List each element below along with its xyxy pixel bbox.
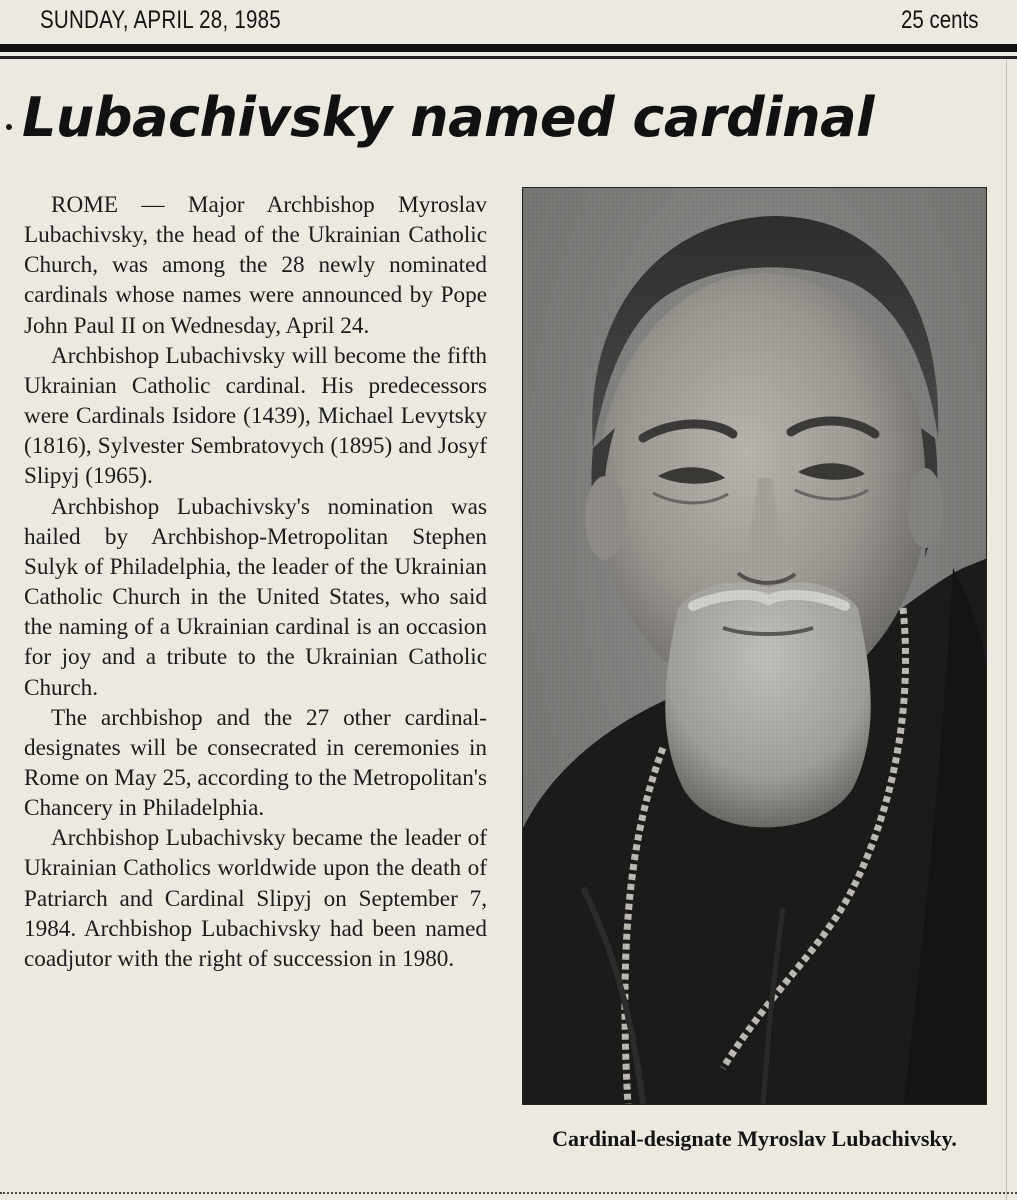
dateline: SUNDAY, APRIL 28, 1985	[40, 6, 281, 34]
column-edge-line	[1006, 60, 1007, 1200]
article-paragraph: Archbishop Lubachivsky will become the fifth Ukrainian Catholic cardinal. His predecessors were Cardinals Isidore (1439), Michael Levytsky (1816), Sylvester Sembratovych (1895) and Josyf Slipyj (1965).	[24, 342, 487, 490]
article-paragraph: The archbishop and the 27 other cardinal-designates will be consecrated in ceremonies in Rome on May 25, according to the Metropolitan's Chancery in Philadelphia.	[24, 704, 487, 822]
headline-bullet	[6, 124, 12, 130]
footer-rule	[0, 1192, 1017, 1198]
headline: Lubachivsky named cardinal	[22, 86, 875, 149]
price-label: 25 cents	[901, 6, 979, 34]
masthead-rule-thin	[0, 56, 1017, 59]
article-paragraph: ROME — Major Archbishop Myroslav Lubachivsky, the head of the Ukrainian Catholic Church, was among the 28 newly nominated cardinals whose names were announced by Pope John Paul II on Wednesday, April 24.	[24, 192, 487, 339]
article-paragraph: Archbishop Lubachivsky's nomination was hailed by Archbishop-Metropolitan Stephen Sulyk of Philadelphia, the leader of the Ukrainian Catholic Church in the United States, who said the naming of a Ukrainian cardinal is an occasion for joy and a tribute to the Ukrainian Catholic Church.	[24, 493, 487, 701]
article-body	[24, 190, 487, 974]
portrait-photo	[522, 187, 987, 1105]
portrait-image	[523, 188, 987, 1105]
article-paragraph: Archbishop Lubachivsky became the leader of Ukrainian Catholics worldwide upon the death of Patriarch and Cardinal Slipyj on September 7, 1984. Archbishop Lubachivsky had been named coadjutor with the right of succession in 1980.	[24, 825, 487, 972]
masthead-rule-thick	[0, 44, 1017, 52]
photo-caption: Cardinal-designate Myroslav Lubachivsky.	[552, 1126, 957, 1151]
